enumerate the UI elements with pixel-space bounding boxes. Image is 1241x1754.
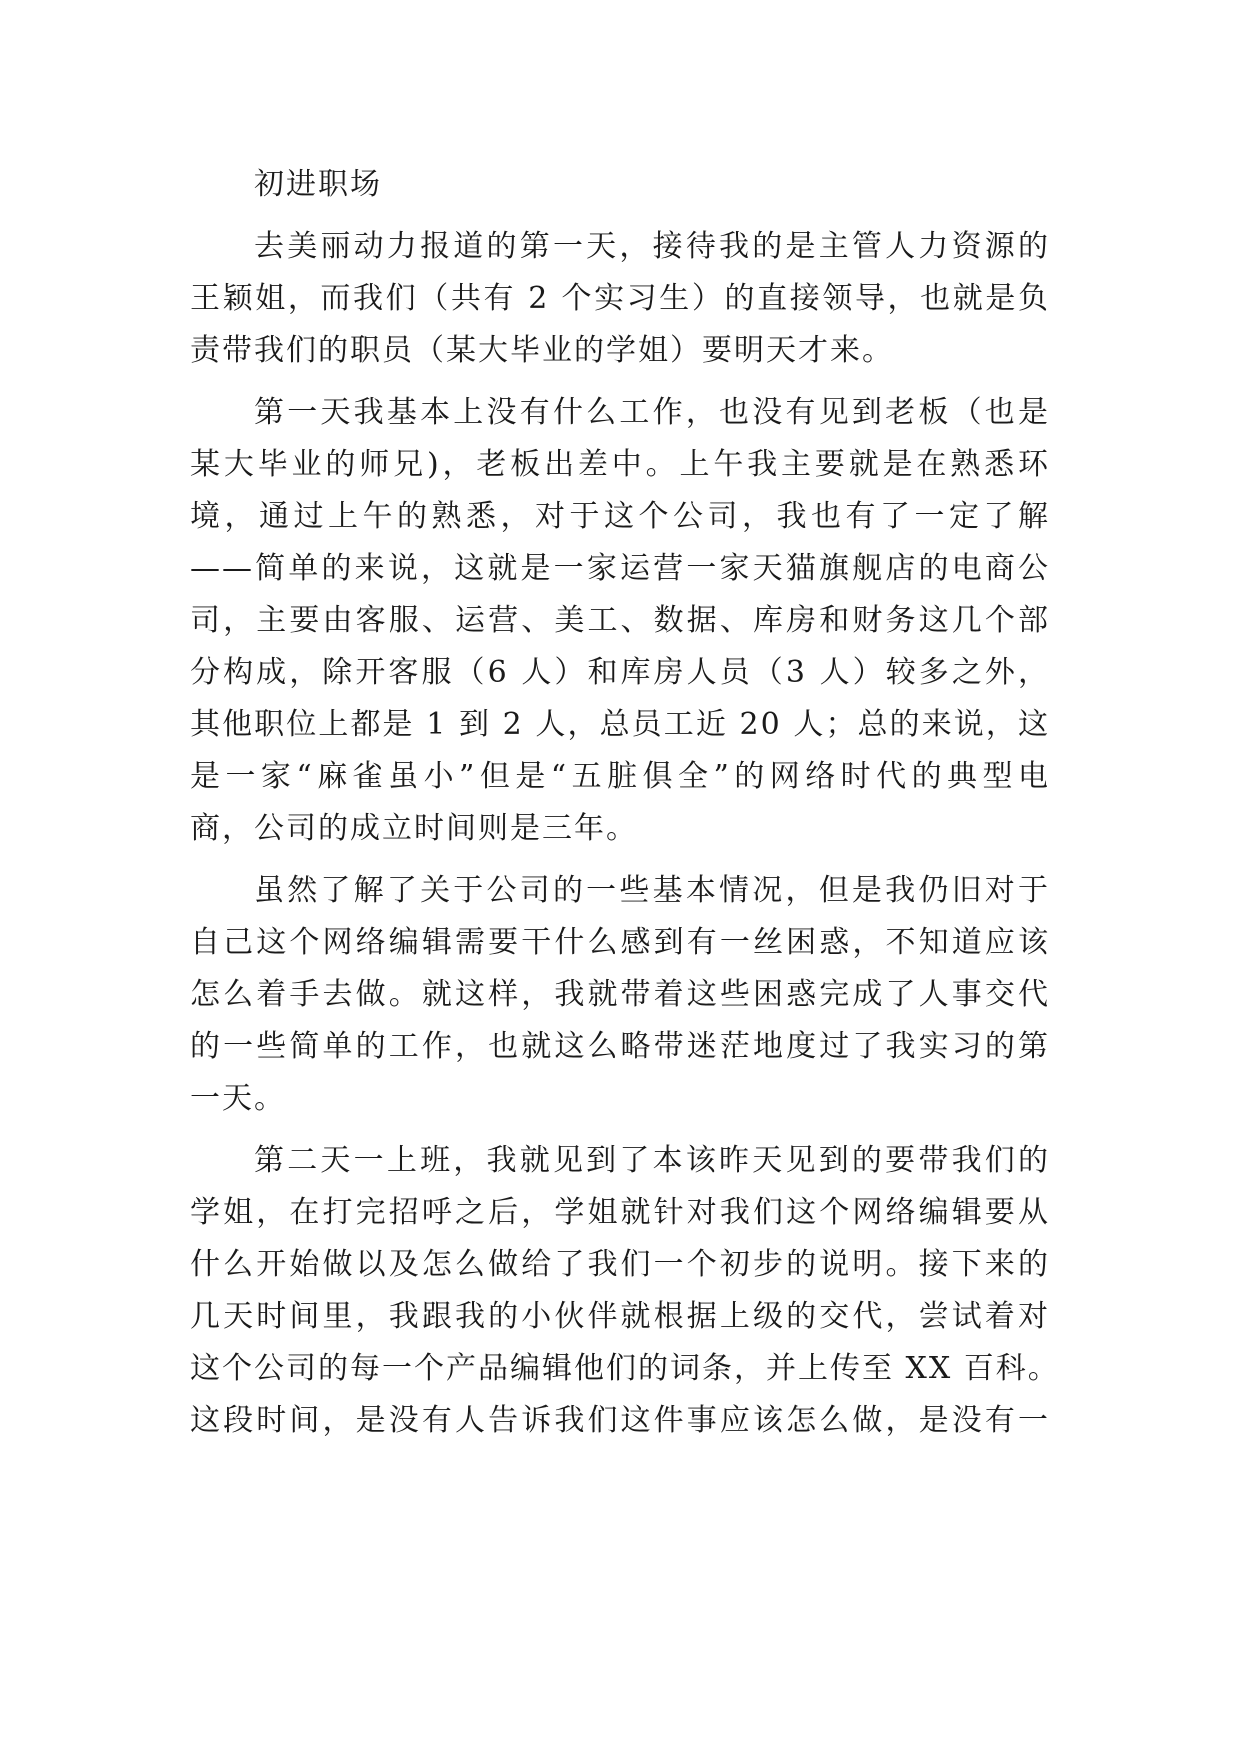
paragraph-line: 学姐，在打完招呼之后，学姐就针对我们这个网络编辑要从 <box>190 1195 1050 1230</box>
paragraph-line: 其他职位上都是 1 到 2 人，总员工近 20 人；总的来说，这 <box>190 707 1050 742</box>
paragraph-line: 什么开始做以及怎么做给了我们一个初步的说明。接下来的 <box>190 1247 1050 1282</box>
paragraph-line: 这个公司的每一个产品编辑他们的词条，并上传至 XX 百科。 <box>190 1351 1060 1386</box>
paragraph-line: 境，通过上午的熟悉，对于这个公司，我也有了一定了解 <box>190 499 1050 534</box>
paragraph-line: 这段时间，是没有人告诉我们这件事应该怎么做，是没有一 <box>190 1403 1050 1438</box>
paragraph-line: 的一些简单的工作，也就这么略带迷茫地度过了我实习的第 <box>190 1029 1050 1064</box>
paragraph-line: 几天时间里，我跟我的小伙伴就根据上级的交代，尝试着对 <box>190 1299 1050 1334</box>
paragraph-line: 分构成，除开客服（6 人）和库房人员（3 人）较多之外， <box>190 655 1050 690</box>
paragraph-line: 责带我们的职员（某大毕业的学姐）要明天才来。 <box>190 333 894 368</box>
paragraph-line: 王颖姐，而我们（共有 2 个实习生）的直接领导，也就是负 <box>190 281 1050 316</box>
paragraph-line: 虽然了解了关于公司的一些基本情况，但是我仍旧对于 <box>254 873 1050 908</box>
paragraph-line: 第二天一上班，我就见到了本该昨天见到的要带我们的 <box>254 1143 1050 1178</box>
paragraph-line: 某大毕业的师兄)，老板出差中。上午我主要就是在熟悉环 <box>190 447 1050 482</box>
paragraph-line: 一天。 <box>190 1081 286 1116</box>
paragraph-line: ——简单的来说，这就是一家运营一家天猫旗舰店的电商公 <box>190 551 1050 586</box>
paragraph-line: 怎么着手去做。就这样，我就带着这些困惑完成了人事交代 <box>190 977 1050 1012</box>
paragraph-line: 是一家“麻雀虽小”但是“五脏俱全”的网络时代的典型电 <box>190 759 1050 794</box>
paragraph-line: 自己这个网络编辑需要干什么感到有一丝困惑，不知道应该 <box>190 925 1050 960</box>
paragraph-line: 第一天我基本上没有什么工作，也没有见到老板（也是 <box>254 395 1050 430</box>
document-title: 初进职场 <box>254 167 382 202</box>
paragraph-line: 去美丽动力报道的第一天，接待我的是主管人力资源的 <box>254 229 1050 264</box>
paragraph-line: 商，公司的成立时间则是三年。 <box>190 811 638 846</box>
paragraph-line: 司，主要由客服、运营、美工、数据、库房和财务这几个部 <box>190 603 1050 638</box>
